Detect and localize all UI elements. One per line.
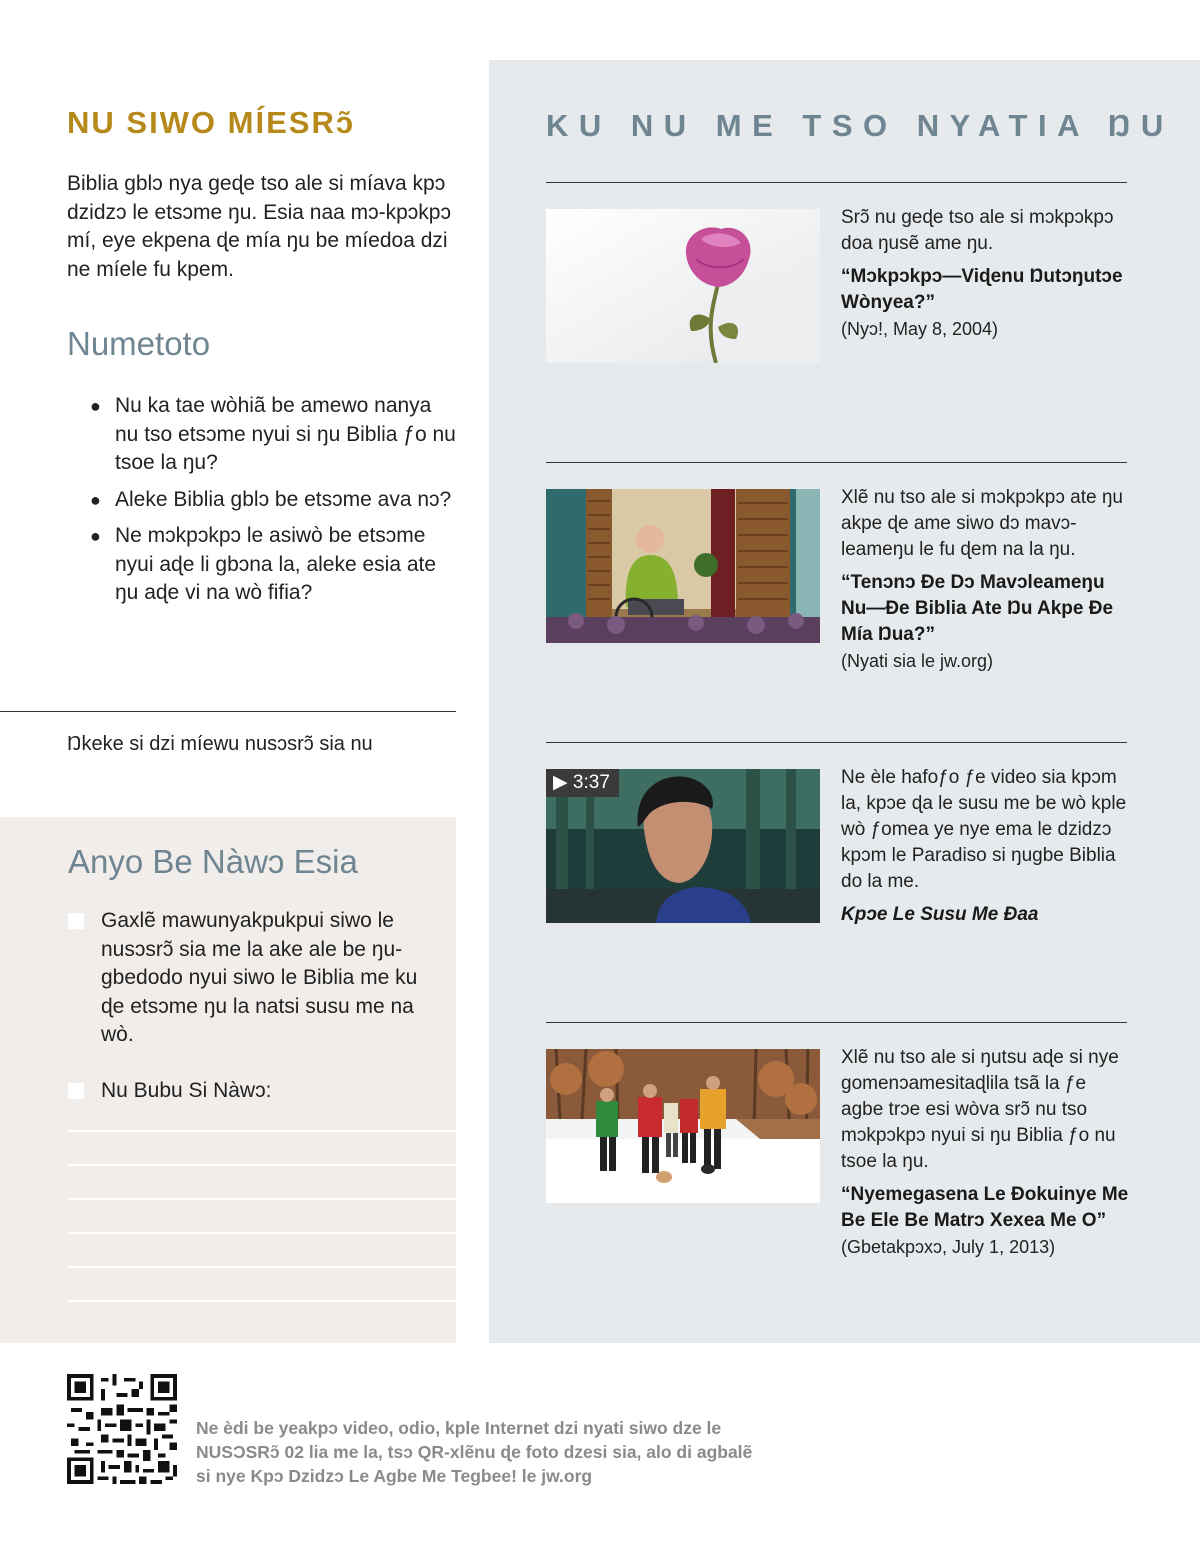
checkbox-icon[interactable] bbox=[68, 913, 84, 929]
write-line[interactable] bbox=[68, 1232, 456, 1266]
divider bbox=[546, 462, 1127, 463]
item-title-link[interactable]: Kpɔe Le Susu Me Ðaa bbox=[841, 904, 1039, 925]
item-source: (Nyɔ!, May 8, 2004) bbox=[841, 319, 999, 339]
question-item bbox=[90, 522, 460, 608]
goals-panel bbox=[0, 817, 456, 1343]
question-text: Ne mɔkpɔkpɔ le asiwò be etsɔme nyui aɖe li gbɔna la, aleke esia ate ŋu aɖe vi na wò fifia? bbox=[115, 524, 437, 604]
qr-code-icon[interactable] bbox=[67, 1374, 177, 1484]
explore-item bbox=[841, 765, 1133, 928]
question-text: Nu ka tae wòhiã be amewo nanya nu tso etsɔme nyui si ŋu Biblia ƒo nu tsoe la ŋu? bbox=[115, 394, 456, 474]
explore-panel bbox=[489, 60, 1200, 1343]
next-lesson-date-label: Ŋkeke si dzi míewu nusɔsrɔ̃ sia nu bbox=[67, 733, 373, 755]
question-item bbox=[90, 486, 460, 515]
man-in-wheelchair-photo[interactable] bbox=[546, 489, 820, 643]
divider bbox=[546, 1022, 1127, 1023]
explore-item bbox=[841, 205, 1133, 342]
questions-list bbox=[90, 392, 460, 616]
item-title-link[interactable]: “Nyemegasena Le Ðokuinye Me Be Ele Be Matrɔ Xexea Me O” bbox=[841, 1184, 1129, 1231]
explore-heading: KU NU ME TSO NYATIA ŊU bbox=[546, 108, 1174, 143]
goal-text: Gaxlẽ mawunyakpukpui siwo le nusɔsrɔ̃ sia me la ake ale be ŋu-gbedodo nyui siwo le Biblia me ku ɖe etsɔme ŋu la natsi susu me na wò. bbox=[101, 909, 418, 1046]
bullet-icon: ● bbox=[90, 489, 101, 510]
item-description: Ne èle hafoƒo ƒe video sia kpɔm la, kpɔe ɖa le susu me be wò kple wò ƒomea ye nye ema le dzidzɔ kpɔm le Paradiso si ŋugbe Biblia do la me. bbox=[841, 767, 1127, 892]
item-title-link[interactable]: “Mɔkpɔkpɔ—Viɖenu Ŋutɔŋutɔe Wònyea?” bbox=[841, 266, 1123, 313]
goal-checkbox-row[interactable] bbox=[68, 907, 438, 1050]
explore-item bbox=[841, 485, 1133, 674]
questions-heading: Numetoto bbox=[67, 325, 211, 362]
other-goal-label: Nu Bubu Si Nàwɔ: bbox=[101, 1079, 272, 1102]
family-winter-walk-photo[interactable] bbox=[546, 1049, 820, 1203]
bullet-icon: ● bbox=[90, 526, 101, 546]
write-line[interactable] bbox=[68, 1198, 456, 1232]
item-title-link[interactable]: “Tenɔnɔ Ðe Dɔ Mavɔleameŋu Nu—Ðe Biblia Ate Ŋu Akpe Ðe Mía Ŋua?” bbox=[841, 572, 1114, 645]
write-line[interactable] bbox=[68, 1266, 456, 1300]
video-duration-badge bbox=[546, 769, 619, 797]
question-text: Aleke Biblia gblɔ be etsɔme ava nɔ? bbox=[115, 487, 452, 511]
write-line[interactable] bbox=[68, 1164, 456, 1198]
man-looking-up-video[interactable] bbox=[546, 769, 820, 923]
item-source: (Gbetakpɔxɔ, July 1, 2013) bbox=[841, 1237, 1056, 1257]
write-line[interactable] bbox=[68, 1300, 456, 1334]
summary-body: Biblia gblɔ nya geɖe tso ale si míava kpɔ dzidzɔ le etsɔme ŋu. Esia naa mɔ-kpɔkpɔ mí, eye ekpena ɖe mía ŋu be míedoa dzi ne míele fu kpem. bbox=[67, 172, 451, 281]
footer-note: Ne èdi be yeakpɔ video, odio, kple Internet dzi nyati siwo dze le NUSƆSRɔ̃ 02 lia me la, tsɔ QR-xlẽnu ɖe foto dzesi sia, alo di agbalẽ si nye Kpɔ Dzidzɔ Le Agbe Me Tegbee! le jw.org bbox=[196, 1418, 753, 1486]
pink-flower-photo[interactable] bbox=[546, 209, 820, 363]
play-icon: ▶ bbox=[553, 772, 568, 793]
other-goal-checkbox-row[interactable] bbox=[68, 1077, 438, 1106]
summary-heading: NU SIWO MÍESRɔ̃ bbox=[67, 105, 356, 140]
duration-text: 3:37 bbox=[572, 772, 610, 793]
item-description: Srɔ̃ nu geɖe tso ale si mɔkpɔkpɔ doa ŋusẽ ame ŋu. bbox=[841, 207, 1114, 254]
write-line[interactable] bbox=[68, 1130, 456, 1164]
checkbox-icon[interactable] bbox=[68, 1083, 84, 1099]
bullet-icon: ● bbox=[90, 396, 101, 416]
divider bbox=[546, 742, 1127, 743]
explore-item bbox=[841, 1045, 1133, 1260]
goals-heading: Anyo Be Nàwɔ Esia bbox=[68, 843, 358, 880]
item-description: Xlẽ nu tso ale si ŋutsu aɖe si nye gomenɔamesitaɖlila tsã la ƒe agbe trɔe esi wòva srɔ̃ nu tso mɔkpɔkpɔ nyui si ŋu Biblia ƒo nu tsoe la ŋu. bbox=[841, 1047, 1119, 1172]
divider bbox=[0, 711, 456, 712]
item-source: (Nyati sia le jw.org) bbox=[841, 651, 994, 671]
divider bbox=[546, 182, 1127, 183]
item-description: Xlẽ nu tso ale si mɔkpɔkpɔ ate ŋu akpe ɖe ame siwo dɔ mavɔ-leameŋu le fu ɖem na la ŋu. bbox=[841, 487, 1123, 560]
question-item bbox=[90, 392, 460, 478]
write-in-lines[interactable] bbox=[68, 1130, 456, 1334]
